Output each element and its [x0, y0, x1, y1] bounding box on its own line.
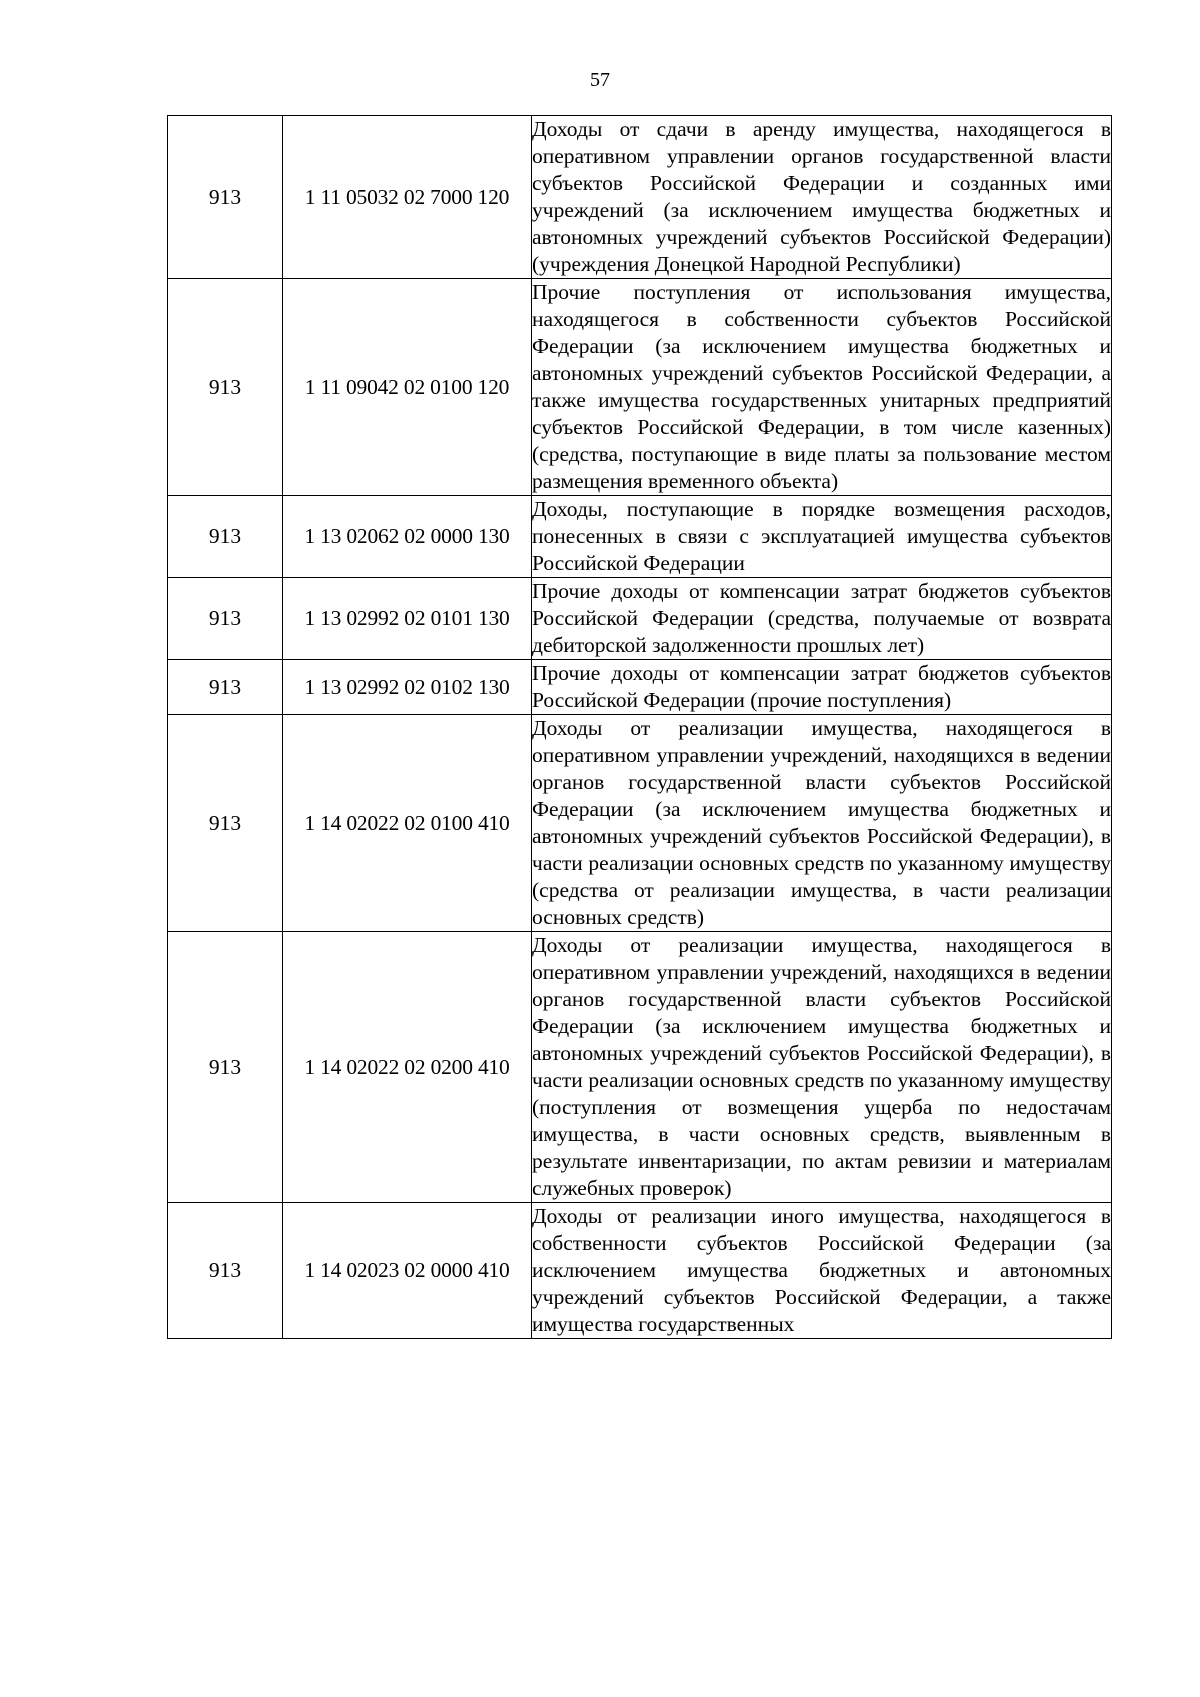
budget-code-cell: 1 13 02062 02 0000 130 — [283, 496, 532, 578]
budget-code-cell: 1 13 02992 02 0102 130 — [283, 660, 532, 715]
table-row — [168, 932, 1112, 1203]
budget-code-cell: 1 14 02023 02 0000 410 — [283, 1203, 532, 1339]
description-cell: Прочие доходы от компенсации затрат бюджетов субъектов Российской Федерации (прочие поступления) — [532, 660, 1112, 715]
admin-code-cell: 913 — [168, 496, 283, 578]
table-row — [168, 660, 1112, 715]
admin-code-cell: 913 — [168, 1203, 283, 1339]
admin-code-cell: 913 — [168, 660, 283, 715]
description-cell: Доходы от реализации иного имущества, находящегося в собственности субъектов Российской Федерации (за исключением имущества бюджетных и автономных учреждений субъектов Российской Федерации, а также имущества государственных — [532, 1203, 1112, 1339]
admin-code-cell: 913 — [168, 578, 283, 660]
budget-code-cell: 1 11 09042 02 0100 120 — [283, 279, 532, 496]
table-row — [168, 1203, 1112, 1339]
admin-code-cell: 913 — [168, 116, 283, 279]
table-row — [168, 116, 1112, 279]
description-cell: Доходы от реализации имущества, находящегося в оперативном управлении учреждений, находящихся в ведении органов государственной власти субъектов Российской Федерации (за исключением имущества бюджетных и автономных учреждений субъектов Российской Федерации), в части реализации основных средств по указанному имуществу (средства от реализации имущества, в части реализации основных средств) — [532, 715, 1112, 932]
revenue-codes-table — [167, 115, 1112, 1339]
description-cell: Доходы от реализации имущества, находящегося в оперативном управлении учреждений, находящихся в ведении органов государственной власти субъектов Российской Федерации (за исключением имущества бюджетных и автономных учреждений субъектов Российской Федерации), в части реализации основных средств по указанному имуществу (поступления от возмещения ущерба по недостачам имущества, в части основных средств, выявленным в результате инвентаризации, по актам ревизии и материалам служебных проверок) — [532, 932, 1112, 1203]
budget-code-cell: 1 14 02022 02 0200 410 — [283, 932, 532, 1203]
table-row — [168, 496, 1112, 578]
budget-code-cell: 1 11 05032 02 7000 120 — [283, 116, 532, 279]
description-cell: Прочие поступления от использования имущества, находящегося в собственности субъектов Российской Федерации (за исключением имущества бюджетных и автономных учреждений субъектов Российской Федерации, а также имущества государственных унитарных предприятий субъектов Российской Федерации, в том числе казенных) (средства, поступающие в виде платы за пользование местом размещения временного объекта) — [532, 279, 1112, 496]
admin-code-cell: 913 — [168, 279, 283, 496]
table-row — [168, 715, 1112, 932]
table-row — [168, 578, 1112, 660]
budget-code-cell: 1 13 02992 02 0101 130 — [283, 578, 532, 660]
description-cell: Прочие доходы от компенсации затрат бюджетов субъектов Российской Федерации (средства, получаемые от возврата дебиторской задолженности прошлых лет) — [532, 578, 1112, 660]
admin-code-cell: 913 — [168, 932, 283, 1203]
admin-code-cell: 913 — [168, 715, 283, 932]
budget-code-cell: 1 14 02022 02 0100 410 — [283, 715, 532, 932]
description-cell: Доходы от сдачи в аренду имущества, находящегося в оперативном управлении органов государственной власти субъектов Российской Федерации и созданных ими учреждений (за исключением имущества бюджетных и автономных учреждений субъектов Российской Федерации) (учреждения Донецкой Народной Республики) — [532, 116, 1112, 279]
page-number: 57 — [590, 69, 610, 91]
table-row — [168, 279, 1112, 496]
description-cell: Доходы, поступающие в порядке возмещения расходов, понесенных в связи с эксплуатацией имущества субъектов Российской Федерации — [532, 496, 1112, 578]
